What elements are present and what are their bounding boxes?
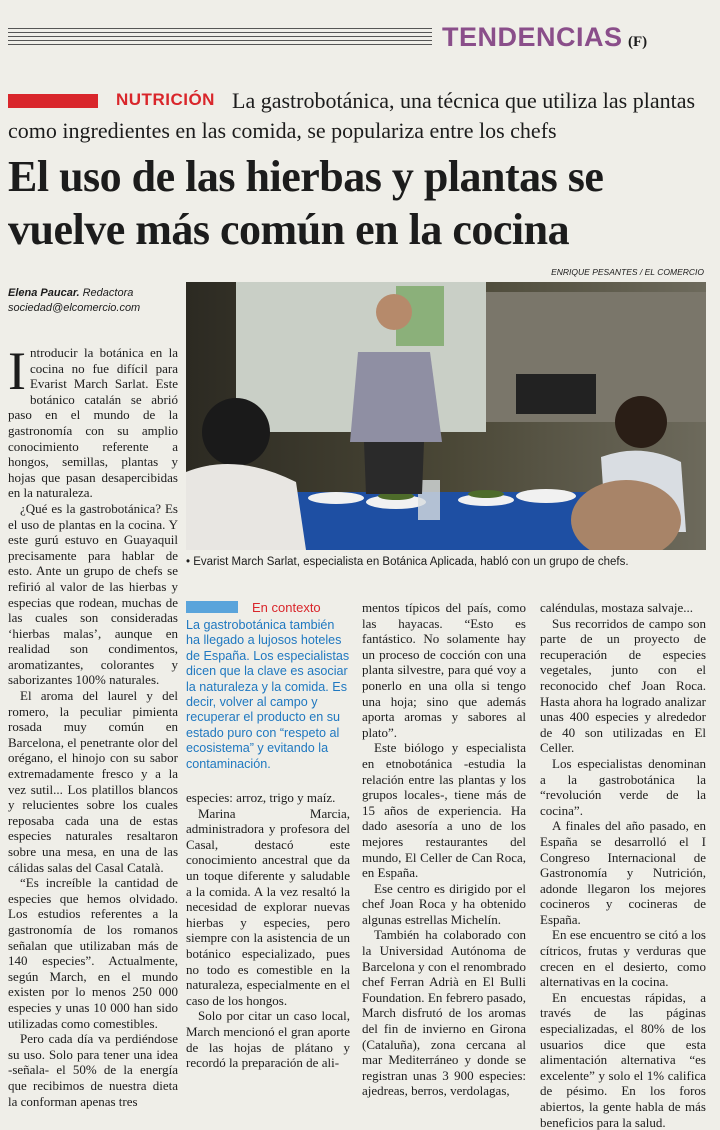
context-box: [186, 598, 350, 772]
paragraph: [8, 341, 178, 501]
paragraph: A finales del año pasado, en España se desarrolló el I Congreso Internacional de Gastronomía y Nutrición, adonde llegaron los mejores cocineros y cocineras de España.: [540, 818, 706, 927]
paragraph: El aroma del laurel y del romero, la peculiar pimienta rosada muy común en Barcelona, el penetrante olor del orégano, el hinojo con su sabor extremadamente fresco y a la vez sutil... Los platillos blancos y relucientes sobre los cuales reposaba cada una de estas especies naturales resaltaron sobre una mesa, en una de las cálidas salas del Casal Català.: [8, 688, 178, 875]
paragraph: Pero cada día va perdiéndose su uso. Solo para tener una idea -señala- el 50% de la energía que recibimos de nuestra dieta la conforman apenas tres: [8, 1031, 178, 1109]
paragraph: Solo por citar un caso local, March mencionó el gran aporte de las hojas de plátano y recordó la preparación de ali-: [186, 1008, 350, 1071]
paragraph: ¿Qué es la gastrobotánica? Es el uso de plantas en la cocina. Y este gurú estuvo en Guayaquil precisamente para hablar de esto. Ante un grupo de chefs se refirió al valor de las hierbas y especias que rodean, muchas de las cuales son consideradas ‘hierbas malas’, aunque en realidad son condimentos, aromatizantes, colorantes y saborizantes 100% naturales.: [8, 500, 178, 688]
photo-caption: • Evarist March Sarlat, especialista en Botánica Aplicada, habló con un grupo de chefs.: [186, 556, 629, 568]
photo-illustration: [186, 282, 706, 550]
subheadline: La gastrobotánica, una técnica que utiliza las plantas como ingredientes en las comida, se populariza entre los chefs: [8, 88, 696, 143]
paragraph: Sus recorridos de campo son parte de un proyecto de recuperación de especies vegetales, junto con el reconocido chef Joan Roca. Hasta ahora ha logrado analizar unas 400 especies y alrededor de 40 son utilizadas en El Celler.: [540, 615, 706, 756]
paragraph: Ese centro es dirigido por el chef Joan Roca y ha obtenido algunas estrellas Michelín.: [362, 880, 526, 927]
paragraph: especies: arroz, trigo y maíz.: [186, 790, 336, 805]
author-name: Elena Paucar.: [8, 287, 80, 299]
context-box-bar: [186, 601, 238, 613]
header-rules: [8, 28, 432, 48]
article-column-4: [540, 600, 706, 1130]
context-box-title: En contexto: [252, 599, 321, 615]
article-photo: [186, 282, 706, 550]
paragraph: Este biólogo y especialista en etnobotánica -estudia la relación entre las plantas y los grupos locales-, tiene más de 15 años de experiencia. Ha dado asesoría a uno de los mejores restaurantes del mundo, El Celler de Can Roca, en España.: [362, 740, 526, 881]
paragraph: caléndulas, mostaza salvaje...: [540, 600, 694, 615]
section-title: TENDENCIAS: [442, 22, 623, 52]
edition-marker: (F): [628, 34, 648, 50]
paragraph: mentos típicos del país, como las hayacas. “Esto es fantástico. No solamente hay un proceso de cocción con una planta silvestre, para qué voy a ponerlo en una olla si tengo una hoja; sino que además aporta aromas y sabores al plato”.: [362, 600, 526, 740]
paragraph: Los especialistas denominan a la gastrobotánica la “revolución verde de la cocina”.: [540, 755, 706, 818]
author-byline: [8, 286, 140, 316]
article-column-1: [8, 341, 178, 1109]
paragraph: También ha colaborado con la Universidad Autónoma de Barcelona y con el renombrado chef Ferran Adrià en El Bulli Foundation. En febrero pasado, March disfrutó de los aromas del fin de invierno en Girona (Cataluña), zona cercana al mar Mediterráneo y donde se registran unas 3 900 especies: ajedreas, berros, verdolagas,: [362, 927, 526, 1099]
article-column-3: [362, 600, 526, 1099]
author-email: sociedad@elcomercio.com: [8, 302, 141, 314]
kicker: NUTRICIÓN: [116, 90, 215, 109]
paragraph: En ese encuentro se citó a los cítricos, frutas y verduras que crecen en el desierto, como alternativas en la cocina.: [540, 927, 706, 990]
context-box-text: La gastrobotánica también ha llegado a lujosos hoteles de España. Los especialistas dicen que la clave es asociar la naturaleza y la comida. Es decir, volver al campo y recuperar el producto en su estado puro con “respeto al ecosistema” y evitando la contaminación.: [186, 618, 350, 771]
article-column-2: [186, 790, 350, 1071]
paragraph: En encuestas rápidas, a través de las páginas especializadas, el 80% de los usuarios dice que esta alimentación alternativa “es excelente” y solo el 1% califica de pésimo. En los foros abiertos, la gente habla de más beneficios para la salud.: [540, 989, 706, 1130]
author-role: Redactora: [82, 287, 134, 299]
photo-credit: ENRIQUE PESANTES / EL COMERCIO: [551, 267, 704, 277]
paragraph: Marina Marcia, administradora y profesora del Casal, destacó este conocimiento ancestral que da un toque diferente y saludable a la comida. A la vez resaltó la necesidad de explorar nuevas hierbas y especies, pero siempre con la asistencia de un botánico especializado, pues no todo es comestible en la naturaleza, especialmente en el caso de los hongos.: [186, 805, 350, 1008]
paragraph: “Es increíble la cantidad de especies que hemos olvidado. Los estudios referentes a la gastronomía de los romanos señalan que utilizaban más de 140 especies”. Actualmente, según March, en el mundo existen por lo menos 250 000 especies y unas 10 000 han sido utilizadas como comestibles.: [8, 875, 178, 1031]
drop-cap-text: ntroducir la botánica en la cocina no fue difícil para Evarist March Sarlat. Este botánico catalán se abrió paso en el mundo de la gastronomía con su amplio conocimiento referente a hongos, semillas, plantas y hojas que pasan desapercibidas en la naturaleza.: [8, 345, 178, 501]
headline: El uso de las hierbas y plantas se vuelve más común en la cocina: [8, 152, 604, 254]
drop-cap: I: [8, 341, 26, 401]
